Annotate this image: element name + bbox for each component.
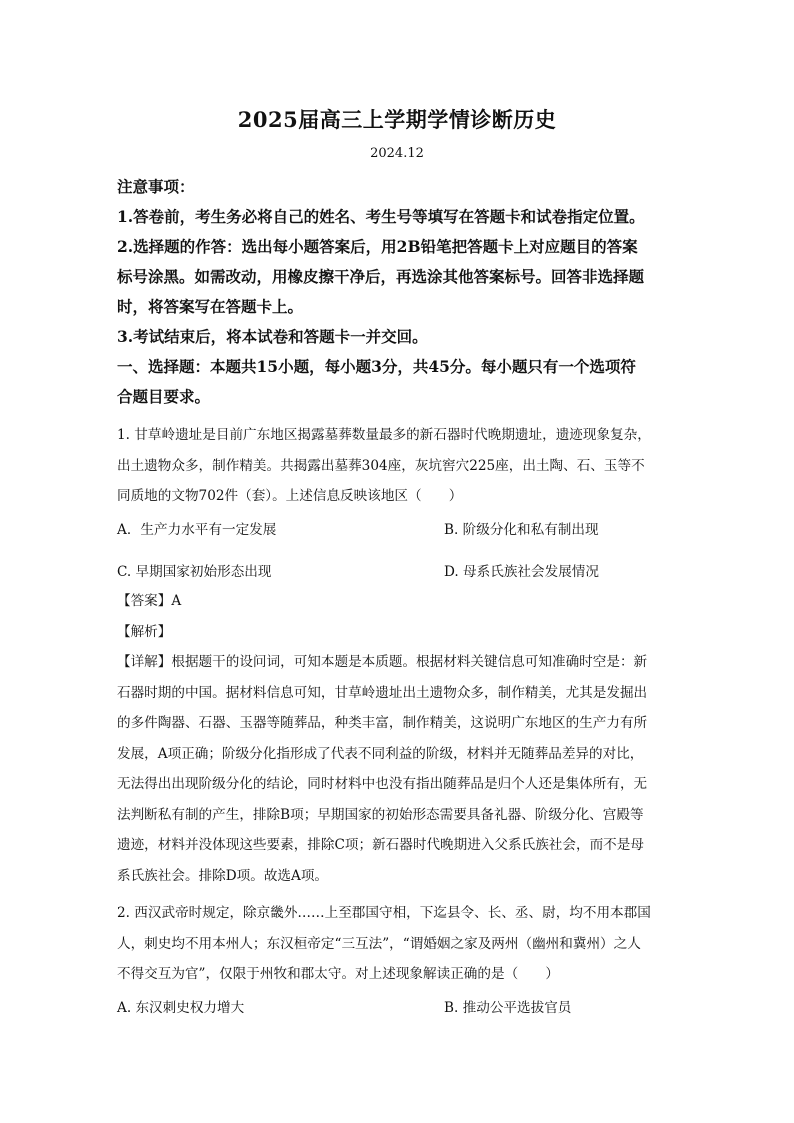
question-1-detail-line-8: 系氏族社会。排除D项。故选A项。 — [117, 867, 329, 884]
question-1-detail-line-7: 遗迹，材料并没体现这些要素，排除C项；新石器时代晚期进入父系氏族社会，而不是母 — [117, 837, 644, 853]
question-2-option-b: B. 推动公平选拔官员 — [444, 1000, 572, 1016]
question-1-stem-line-3: 同质地的文物702件（套）。上述信息反映该地区（ ） — [117, 488, 463, 504]
question-1-stem-line-1: 1. 甘草岭遗址是目前广东地区揭露墓葬数量最多的新石器时代晚期遗址，遗迹现象复杂， — [117, 427, 651, 443]
exam-date: 2024.12 — [370, 146, 424, 161]
page-title: 2025届高三上学期学情诊断历史 — [237, 107, 557, 132]
question-1-options-row-1 — [117, 518, 677, 540]
question-1-solution — [117, 586, 677, 891]
question-2-stem-line-2: 人，刺史均不用本州人；东汉桓帝定“三互法”，“谓婚姻之家及两州（幽州和冀州）之人 — [117, 935, 641, 952]
notice-section — [117, 172, 677, 412]
question-1-detail-line-3: 的多件陶器、石器、玉器等随葬品，种类丰富，制作精美，这说明广东地区的生产力有所 — [117, 715, 648, 731]
question-1-detail-line-2: 石器时期的中国。据材料信息可知，甘草岭遗址出土遗物众多，制作精美，尤其是发掘出 — [117, 684, 648, 701]
question-1-detail-line-4: 发展，A项正确；阶级分化指形成了代表不同利益的阶级，材料并无随葬品差异的对比， — [117, 745, 644, 762]
question-1-option-c: C. 早期国家初始形态出现 — [117, 564, 272, 580]
notice-item-2-line-3: 时，将答案写在答题卡上。 — [117, 297, 304, 316]
question-2-stem — [117, 898, 677, 990]
question-1-answer: 【答案】A — [117, 593, 182, 609]
notice-item-2-line-2: 标号涂黑。如需改动，用橡皮擦干净后，再选涂其他答案标号。回答非选择题 — [117, 267, 645, 286]
question-1-option-b: B. 阶级分化和私有制出现 — [444, 522, 599, 538]
section-1-heading-line-1: 一、选择题：本题共15小题，每小题3分，共45分。每小题只有一个选项符 — [117, 357, 636, 376]
question-1-option-d: D. 母系氏族社会发展情况 — [444, 564, 599, 580]
question-1-option-a: A．生产力水平有一定发展 — [117, 522, 277, 538]
question-1-detail-line-5: 无法得出出现阶级分化的结论，同时材料中也没有指出随葬品是归个人还是集体所有，无 — [117, 776, 648, 792]
question-2-stem-line-1: 2. 西汉武帝时规定，除京畿外……上至郡国守相，下迄县令、长、丞、尉，均不用本郡国 — [117, 905, 651, 921]
question-1-analysis-label: 【解析】 — [117, 623, 172, 640]
question-1-detail-line-6: 法判断私有制的产生，排除B项；早期国家的初始形态需要具备礼器、阶级分化、宫殿等 — [117, 806, 644, 823]
notice-item-1: 1.答卷前，考生务必将自己的姓名、考生号等填写在答题卡和试卷指定位置。 — [117, 207, 645, 226]
question-2-stem-line-3: 不得交互为官”，仅限于州牧和郡太守。对上述现象解读正确的是（ ） — [117, 966, 559, 982]
question-1-options-row-2 — [117, 560, 677, 582]
question-1-detail-line-1: 【详解】根据题干的设问词，可知本题是本质题。根据材料关键信息可知准确时空是：新 — [117, 654, 648, 670]
question-2-options-row-1 — [117, 996, 677, 1018]
question-1-stem-line-2: 出土遗物众多，制作精美。共揭露出墓葬304座，灰坑窖穴225座，出土陶、石、玉等不 — [117, 457, 645, 474]
question-1-stem — [117, 420, 677, 512]
section-1-heading-line-2: 合题目要求。 — [117, 387, 211, 406]
notice-item-2-line-1: 2.选择题的作答：选出每小题答案后，用2B铅笔把答题卡上对应题目的答案 — [117, 237, 638, 256]
notice-heading: 注意事项： — [117, 177, 195, 196]
notice-item-3: 3.考试结束后，将本试卷和答题卡一并交回。 — [117, 327, 428, 346]
question-2-option-a: A. 东汉刺史权力增大 — [117, 1000, 245, 1016]
